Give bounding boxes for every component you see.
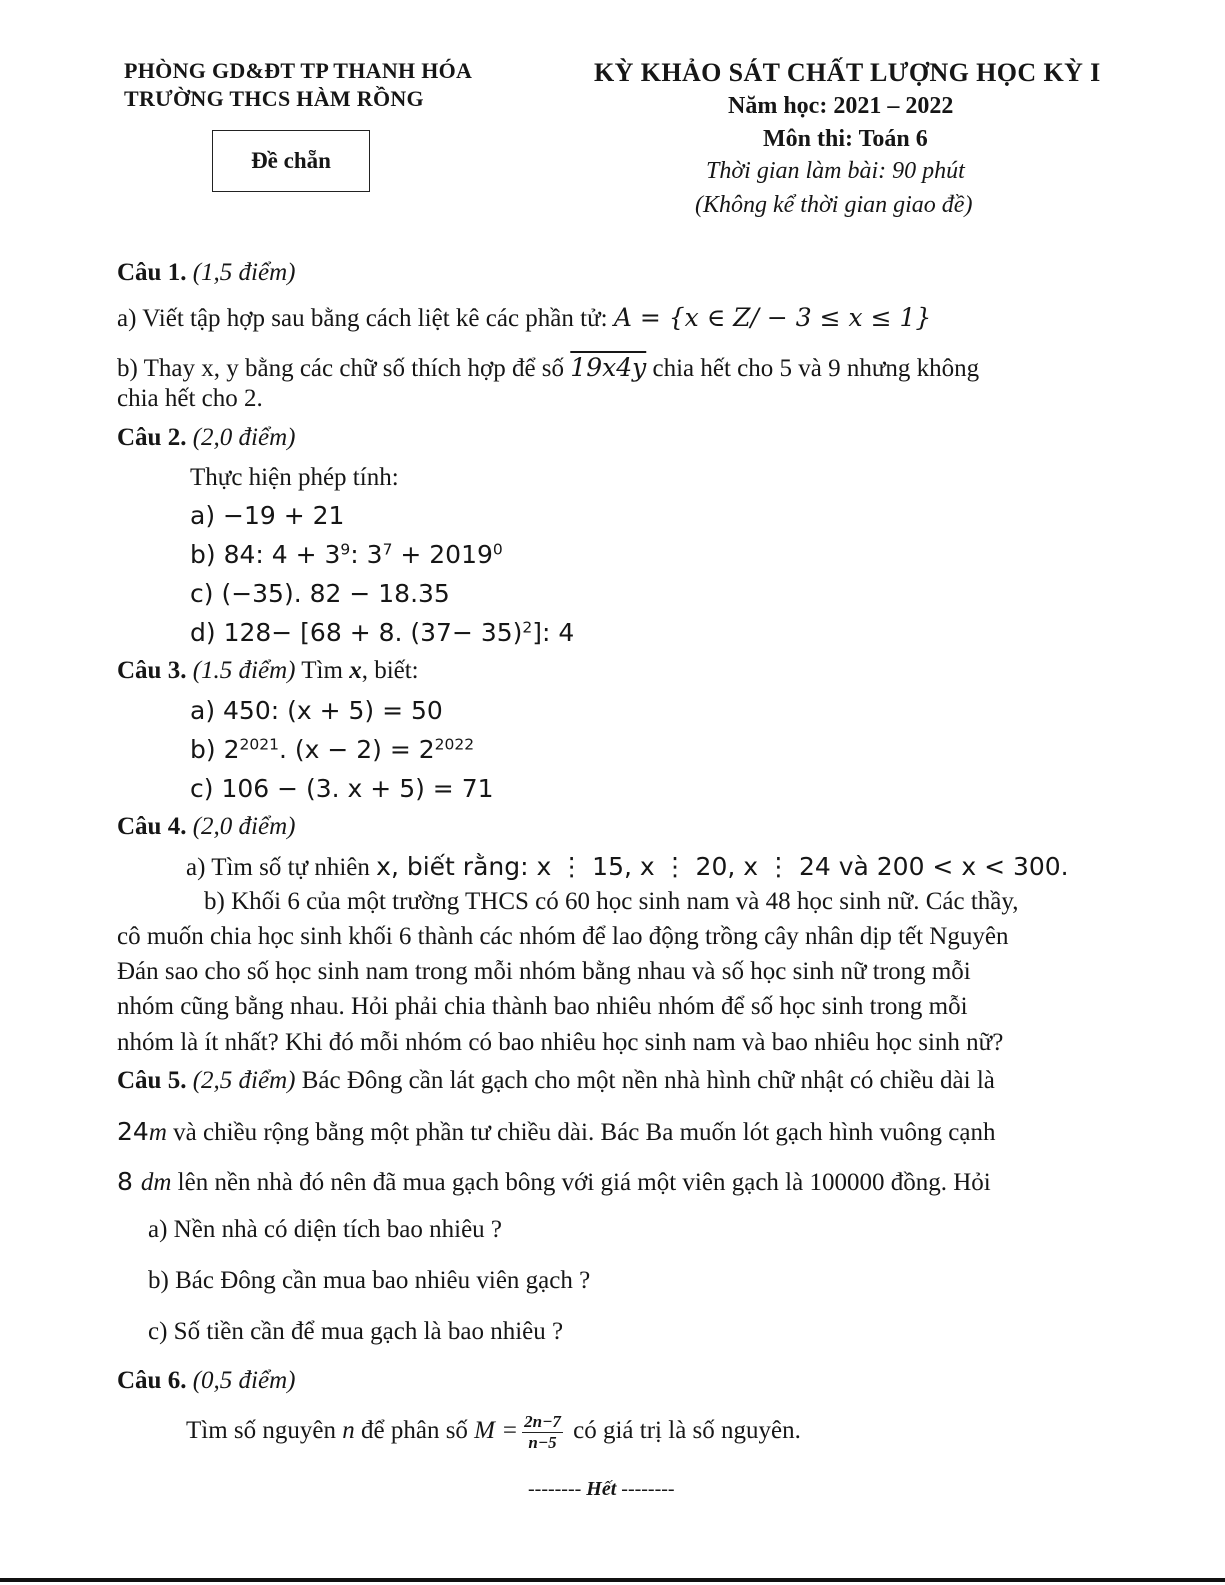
q3-task-text: , biết:: [361, 657, 419, 684]
school-year: Năm học: 2021 – 2022: [728, 93, 954, 119]
question-points: (1.5 điểm): [192, 657, 296, 684]
question-5-heading: [117, 1064, 995, 1097]
q2d-part: ]: 4: [532, 618, 575, 647]
q5-tile-unit: dm: [140, 1169, 172, 1196]
q3-c: c) 106 − (3. x + 5) = 71: [190, 774, 494, 803]
q5-c: c) Số tiền cần để mua gạch là bao nhiêu ?: [148, 1318, 564, 1345]
q2-c: c) (−35). 82 − 18.35: [190, 579, 450, 608]
q3b-part: b) 2: [190, 735, 240, 764]
question-3-heading: [117, 654, 419, 687]
end-dashes: --------: [621, 1478, 675, 1500]
question-6-heading: [117, 1364, 295, 1397]
q4-b-line-3: Đán sao cho số học sinh nam trong mỗi nhóm bằng nhau và số học sinh nữ trong mỗi: [117, 958, 971, 985]
q2-a: a) −19 + 21: [190, 501, 345, 530]
page-bottom-rule: [0, 1578, 1225, 1582]
question-1a: [117, 301, 931, 335]
question-points: (2,0 điểm): [192, 424, 296, 451]
question-2-heading: [117, 421, 295, 454]
question-points: (2,0 điểm): [192, 813, 296, 840]
q2-b: [190, 538, 503, 571]
q4a-text: a) Tìm số tự nhiên: [186, 854, 377, 881]
q6-fraction-name: M =: [474, 1417, 519, 1445]
q2b-exponent: 9: [340, 540, 351, 559]
exam-title: KỲ KHẢO SÁT CHẤT LƯỢNG HỌC KỲ I: [594, 58, 1101, 87]
q6-variable: n: [342, 1417, 355, 1445]
q2b-part: + 2019: [392, 540, 493, 569]
q5-length-value: 24: [117, 1117, 149, 1146]
q2b-exponent: 7: [382, 540, 393, 559]
q6-text: có giá trị là số nguyên.: [566, 1417, 801, 1445]
q1b-number: 19x4y: [570, 353, 647, 382]
q6-statement: [186, 1412, 801, 1453]
q2d-exponent: 2: [522, 618, 533, 637]
exam-duration: Thời gian làm bài: 90 phút: [706, 158, 965, 184]
question-4-heading: [117, 810, 295, 843]
q5-line-3: [117, 1165, 991, 1199]
paper-type-box: Đề chẵn: [212, 130, 370, 192]
question-points: (2,5 điểm): [192, 1067, 296, 1094]
question-1b: [117, 351, 979, 385]
q5-length-unit: m: [148, 1119, 167, 1146]
q4-b-line-5: nhóm là ít nhất? Khi đó mỗi nhóm có bao nhiêu học sinh nam và bao nhiêu học sinh nữ?: [117, 1029, 1004, 1056]
q1a-set-expression: A = {x ∈ Z/ − 3 ≤ x ≤ 1}: [613, 303, 932, 332]
q5-b: b) Bác Đông cần mua bao nhiêu viên gạch ?: [148, 1267, 591, 1294]
end-dashes: --------: [528, 1478, 582, 1500]
q5-line-3-text: lên nền nhà đó nên đã mua gạch bông với giá một viên gạch là 100000 đồng. Hỏi: [171, 1169, 991, 1196]
q2-d: [190, 616, 574, 649]
q4-b-line-2: cô muốn chia học sinh khối 6 thành các nhóm để lao động trồng cây nhân dịp tết Nguyên: [117, 923, 1009, 950]
question-points: (1,5 điểm): [192, 259, 296, 286]
end-word: Hết: [586, 1478, 617, 1500]
q1b-text-3: chia hết cho 2.: [117, 385, 263, 412]
q3-a: a) 450: (x + 5) = 50: [190, 696, 443, 725]
school-name: TRƯỜNG THCS HÀM RỒNG: [124, 86, 424, 111]
q2-intro: Thực hiện phép tính:: [190, 464, 399, 491]
q2b-exponent: 0: [492, 540, 503, 559]
q3b-exponent: 2022: [434, 735, 475, 754]
q5-line-2: [117, 1115, 996, 1149]
subject: Môn thi: Toán 6: [763, 126, 928, 152]
q6-text: Tìm số nguyên: [186, 1417, 343, 1445]
q3b-exponent: 2021: [239, 735, 279, 754]
q1b-text-2: chia hết cho 5 và 9 nhưng không: [646, 355, 980, 382]
q4-b-line-1: b) Khối 6 của một trường THCS có 60 học sinh nam và 48 học sinh nữ. Các thầy,: [204, 888, 1019, 915]
question-label: Câu 5.: [117, 1067, 187, 1094]
q5-line-2-text: và chiều rộng bằng một phần tư chiều dài. Bác Ba muốn lót gạch hình vuông cạnh: [166, 1119, 996, 1146]
q4-b-line-4: nhóm cũng bằng nhau. Hỏi phải chia thành bao nhiêu nhóm để số học sinh trong mỗi: [117, 993, 968, 1020]
end-marker: [528, 1478, 675, 1501]
q2b-part: b) 84: 4 + 3: [190, 540, 341, 569]
duration-note: (Không kể thời gian giao đề): [695, 192, 973, 218]
q2d-part: d) 128− [68 + 8. (37− 35): [190, 618, 523, 647]
q3b-part: . (x − 2) = 2: [278, 735, 435, 764]
question-label: Câu 2.: [117, 424, 187, 451]
q5-line-1: Bác Đông cần lát gạch cho một nền nhà hình chữ nhật có chiều dài là: [295, 1067, 995, 1094]
q3-b: [190, 733, 474, 766]
q5-a: a) Nền nhà có diện tích bao nhiêu ?: [148, 1216, 503, 1243]
fraction-numerator: 2n−7: [524, 1412, 561, 1431]
q6-fraction: [522, 1412, 563, 1453]
question-label: Câu 3.: [117, 657, 187, 684]
q3-task-variable: x: [349, 657, 362, 684]
q3-task-text: Tìm: [295, 657, 350, 684]
q2b-part: : 3: [350, 540, 383, 569]
question-1-heading: [117, 256, 295, 289]
q5-tile-size: 8: [117, 1167, 141, 1196]
question-label: Câu 4.: [117, 813, 187, 840]
question-points: (0,5 điểm): [192, 1367, 296, 1394]
q6-text: để phân số: [354, 1417, 475, 1445]
question-label: Câu 6.: [117, 1367, 187, 1394]
question-label: Câu 1.: [117, 259, 187, 286]
fraction-denominator: n−5: [528, 1433, 557, 1452]
q4a-math: x, biết rằng: x ⋮ 15, x ⋮ 20, x ⋮ 24 và 200 < x < 300.: [376, 852, 1069, 881]
q1a-text: a) Viết tập hợp sau bằng cách liệt kê các phần tử:: [117, 305, 614, 332]
department-name: PHÒNG GD&ĐT TP THANH HÓA: [124, 58, 473, 83]
q4-a: [186, 850, 1069, 884]
q1b-text-1: b) Thay x, y bằng các chữ số thích hợp để số: [117, 355, 571, 382]
